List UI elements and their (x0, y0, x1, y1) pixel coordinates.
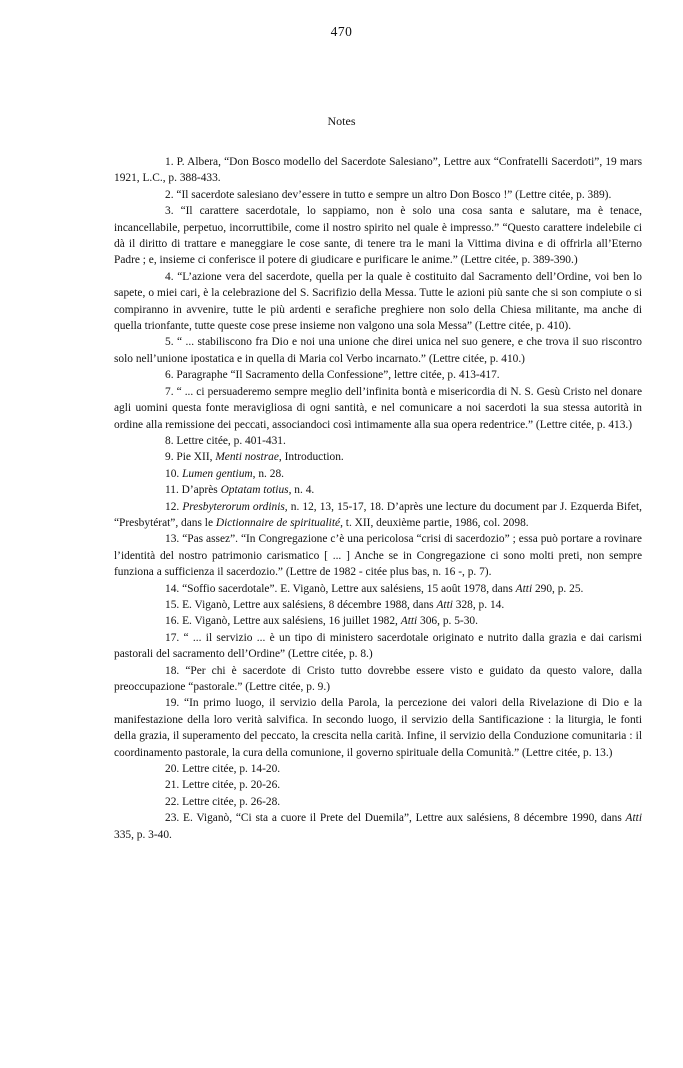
note-1: 1. P. Albera, “Don Bosco modello del Sacerdote Salesiano”, Lettre aux “Confratelli Sacerdoti”, 19 mars 1921, L.C., p. 388-433. (114, 156, 642, 185)
notes-list (114, 154, 642, 843)
note-10: 10. Lumen gentium, n. 28. (165, 467, 284, 480)
note-11: 11. D’après Optatam totius, n. 4. (165, 484, 315, 497)
note-22: 22. Lettre citée, p. 26-28. (165, 795, 281, 808)
note-2: 2. “Il sacerdote salesiano dev’essere in tutto e sempre un altro Don Bosco !” (Lettre citée, p. 389). (165, 188, 612, 201)
note-14: 14. “Soffio sacerdotale”. E. Viganò, Lettre aux salésiens, 15 août 1978, dans Atti 290, p. 25. (165, 582, 584, 595)
note-12: 12. Presbyterorum ordinis, n. 12, 13, 15-17, 18. D’après une lecture du document par J. Ezquerda Bifet, “Presbytérat”, dans le Dictionnaire de spiritualité, t. XII, deuxième partie, 1986, col. 2098. (114, 500, 642, 529)
note-4: 4. “L’azione vera del sacerdote, quella per la quale è costituito dal Sacramento dell’Ordine, voi ben lo sapete, o miei cari, è la celebrazione del S. Sacrifizio della Messa. Tutte le azioni più sante che si son compiute o si compiranno in avvenire, tutte le più ardenti e serafiche preghiere non solo della Chiesa militante, ma anche di quella trionfante, tutte queste cose prese insieme non valgono una sola Messa” (Lettre citée, p. 410). (114, 270, 642, 333)
note-5: 5. “ ... stabiliscono fra Dio e noi una unione che direi unica nel suo genere, e che trova il suo riscontro solo nell’unione ipostatica e in quella di Maria col Verbo incarnato.” (Lettre citée, p. 410.) (114, 336, 642, 365)
note-17: 17. “ ... il servizio ... è un tipo di ministero sacerdotale originato e nutrito dalla grazia e dai carismi pastorali del sacramento dell’Ordine” (Lettre citée, p. 8.) (114, 631, 642, 661)
page-number: 470 (330, 24, 353, 39)
note-20: 20. Lettre citée, p. 14-20. (165, 763, 281, 776)
note-6: 6. Paragraphe “Il Sacramento della Confessione”, lettre citée, p. 413-417. (165, 369, 500, 382)
note-23: 23. E. Viganò, “Ci sta a cuore il Prete del Duemila”, Lettre aux salésiens, 8 décembre 1990, dans Atti 335, p. 3-40. (114, 812, 642, 841)
note-7: 7. “ ... ci persuaderemo sempre meglio dell’infinita bontà e misericordia di N. S. Gesù Cristo nel donare agli uomini questa fonte meravigliosa di ogni santità, e nel comunicare a noi sacerdoti la sua stessa autorità in ordine alla remissione dei peccati, associandoci così intimamente alla sua opera redentrice.” (Lettre citée, p. 413.) (114, 385, 642, 431)
note-19: 19. “In primo luogo, il servizio della Parola, la percezione dei valori della Rivelazione di Dio e la manifestazione della loro verità salvifica. In secondo luogo, il servizio della Santificazione : la liturgia, le fonti della grazia, il superamento del peccato, la crescita nella carità. Infine, il servizio della Conduzione comunitaria : il coordinamento pastorale, la cura della comunione, il governo spirituale della Comunità.” (Lettre citée, p. 13.) (114, 697, 642, 759)
note-13: 13. “Pas assez”. “In Congregazione c’è una pericolosa “crisi di sacerdozio” ; essa può portare a rovinare l’identità del nostro patrimonio carismatico [ ... ] Anche se in Congregazione ci sono molti preti, non sempre funziona a sufficienza il sacerdozio.” (Lettre de 1982 - citée plus bas, n. 16 -, p. 7). (114, 533, 642, 579)
note-15: 15. E. Viganò, Lettre aux salésiens, 8 décembre 1988, dans Atti 328, p. 14. (165, 598, 505, 611)
note-3: 3. “Il carattere sacerdotale, lo sappiamo, non è solo una cosa santa e salutare, ma è tenace, incancellabile, perpetuo, incorruttibile, come il nostro spirito nel quale è impresso.” “Questo carattere indelebile ci dà il diritto di trattare e maneggiare le cose sante, di tenere tra le mani la Vittima divina e di offrirla all’Eterno Padre ; e, insieme ci conferisce il potere di giudicare e purificare le anime.” (Lettre citée, p. 389-390.) (114, 205, 642, 267)
note-16: 16. E. Viganò, Lettre aux salésiens, 16 juillet 1982, Atti 306, p. 5-30. (165, 615, 478, 628)
note-9: 9. Pie XII, Menti nostrae, Introduction. (165, 451, 344, 464)
section-heading: Notes (327, 114, 356, 128)
note-18: 18. “Per chi è sacerdote di Cristo tutto dovrebbe essere visto e guidato da questo valore, dalla preoccupazione “pastorale.” (Lettre citée, p. 9.) (114, 664, 642, 693)
note-8: 8. Lettre citée, p. 401-431. (165, 434, 286, 447)
note-21: 21. Lettre citée, p. 20-26. (165, 779, 281, 792)
